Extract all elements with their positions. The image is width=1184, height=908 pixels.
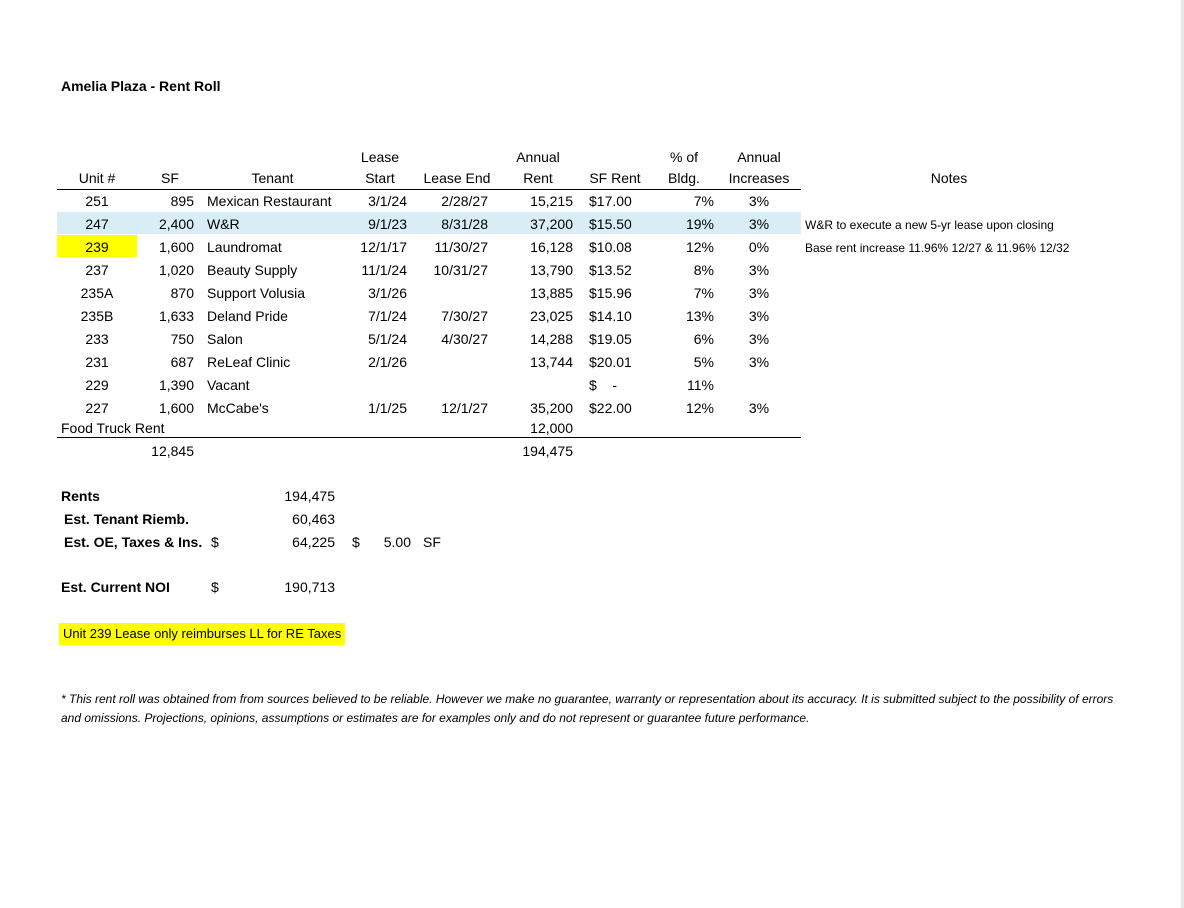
page-title: Amelia Plaza - Rent Roll: [61, 78, 221, 94]
cell-pct-bldg: 8%: [693, 262, 714, 278]
cell-sf-rent: $14.10: [589, 308, 632, 324]
cell-sf-rent: $13.52: [589, 262, 632, 278]
cell-increase: 3%: [748, 216, 770, 232]
header-pct-top: % of: [669, 149, 698, 165]
cell-sf: 687: [170, 354, 194, 370]
cell-tenant: Mexican Restaurant: [207, 193, 332, 209]
cell-tenant: Laundromat: [207, 239, 282, 255]
cell-lease-start: 12/1/17: [360, 239, 407, 255]
cell-pct-bldg: 11%: [687, 377, 714, 393]
cell-annual-rent: 16,128: [530, 239, 573, 255]
header-increases-top: Annual: [737, 149, 781, 165]
cell-tenant: Salon: [207, 331, 243, 347]
oe-dollar: $: [211, 534, 219, 550]
cell-lease-end: 2/28/27: [441, 193, 488, 209]
cell-annual-rent: 13,885: [530, 285, 573, 301]
cell-annual-rent: 23,025: [530, 308, 573, 324]
cell-annual-rent: 13,790: [530, 262, 573, 278]
cell-unit: 229: [85, 377, 109, 393]
header-lease-start-top: Lease: [360, 149, 400, 165]
food-truck-label: Food Truck Rent: [61, 420, 165, 436]
cell-pct-bldg: 6%: [693, 331, 714, 347]
cell-lease-end: 12/1/27: [441, 400, 488, 416]
lease-callout: Unit 239 Lease only reimburses LL for RE Taxes: [59, 623, 345, 645]
cell-annual-rent: 15,215: [530, 193, 573, 209]
cell-unit: 239: [85, 239, 109, 255]
cell-sf-rent: $10.08: [589, 239, 632, 255]
cell-increase: 0%: [748, 239, 770, 255]
cell-sf: 895: [170, 193, 194, 209]
cell-tenant: Support Volusia: [207, 285, 306, 301]
cell-sf: 1,020: [158, 262, 194, 278]
cell-increase: 3%: [748, 331, 770, 347]
cell-lease-start: 2/1/26: [368, 354, 407, 370]
reimb-value: 60,463: [292, 511, 335, 527]
noi-value: 190,713: [284, 579, 335, 595]
oe-unit: SF: [423, 534, 441, 550]
cell-unit: 237: [85, 262, 109, 278]
cell-tenant: Deland Pride: [207, 308, 288, 324]
cell-unit: 247: [85, 216, 109, 232]
cell-unit: 251: [85, 193, 109, 209]
cell-lease-start: 1/1/25: [368, 400, 407, 416]
rents-value: 194,475: [284, 488, 335, 504]
cell-increase: 3%: [748, 285, 770, 301]
cell-pct-bldg: 7%: [693, 193, 714, 209]
cell-note: W&R to execute a new 5-yr lease upon closing: [805, 218, 1054, 232]
cell-annual-rent: 14,288: [530, 331, 573, 347]
cell-tenant: McCabe's: [207, 400, 269, 416]
cell-unit: 235A: [80, 285, 114, 301]
total-rent: 194,475: [522, 443, 573, 459]
header-annual-rent-top: Annual: [516, 149, 560, 165]
rents-label: Rents: [61, 488, 100, 504]
cell-sf-rent: $22.00: [589, 400, 632, 416]
cell-lease-end: 8/31/28: [441, 216, 488, 232]
cell-annual-rent: 35,200: [530, 400, 573, 416]
noi-dollar: $: [211, 579, 219, 595]
cell-increase: 3%: [748, 308, 770, 324]
header-pct-bottom: Bldg.: [668, 170, 700, 186]
cell-note: Base rent increase 11.96% 12/27 & 11.96% 12/32: [805, 241, 1070, 255]
cell-pct-bldg: 19%: [685, 216, 714, 232]
reimb-label: Est. Tenant Riemb.: [64, 511, 189, 527]
cell-unit: 231: [85, 354, 109, 370]
cell-tenant: Vacant: [207, 377, 250, 393]
oe-label: Est. OE, Taxes & Ins.: [64, 534, 203, 550]
cell-increase: 3%: [748, 262, 770, 278]
cell-unit: 235B: [80, 308, 114, 324]
cell-lease-start: 5/1/24: [368, 331, 407, 347]
food-truck-rent: 12,000: [530, 420, 573, 436]
cell-sf: 2,400: [158, 216, 194, 232]
cell-sf-rent: $15.50: [589, 216, 632, 232]
cell-pct-bldg: 5%: [693, 354, 714, 370]
cell-unit: 227: [85, 400, 109, 416]
header-rule: [57, 189, 801, 190]
cell-pct-bldg: 13%: [685, 308, 714, 324]
cell-lease-start: 9/1/23: [368, 216, 407, 232]
cell-tenant: Beauty Supply: [207, 262, 298, 278]
oe-psf-dollar: $: [352, 534, 360, 550]
oe-psf: 5.00: [383, 534, 411, 550]
cell-lease-end: 11/30/27: [434, 239, 488, 255]
cell-sf: 1,600: [158, 400, 194, 416]
cell-annual-rent: 13,744: [530, 354, 573, 370]
cell-sf-rent: $ -: [589, 377, 618, 393]
cell-sf-rent: $17.00: [589, 193, 632, 209]
cell-lease-end: 10/31/27: [433, 262, 488, 278]
header-annual-rent-bottom: Rent: [523, 170, 553, 186]
cell-lease-end: 7/30/27: [441, 308, 488, 324]
total-sf: 12,845: [151, 443, 194, 459]
header-sf-rent: SF Rent: [589, 170, 641, 186]
cell-sf: 870: [170, 285, 194, 301]
cell-lease-start: 7/1/24: [368, 308, 407, 324]
header-unit: Unit #: [78, 170, 116, 186]
noi-label: Est. Current NOI: [61, 579, 170, 595]
cell-sf-rent: $20.01: [589, 354, 632, 370]
cell-annual-rent: 37,200: [530, 216, 573, 232]
cell-tenant: W&R: [207, 216, 240, 232]
header-lease-end: Lease End: [423, 170, 491, 186]
header-lease-start-bottom: Start: [365, 170, 395, 186]
cell-sf-rent: $19.05: [589, 331, 632, 347]
cell-lease-start: 11/1/24: [361, 262, 407, 278]
cell-sf: 750: [170, 331, 194, 347]
cell-lease-start: 3/1/26: [368, 285, 407, 301]
header-tenant: Tenant: [251, 170, 294, 186]
cell-pct-bldg: 7%: [693, 285, 714, 301]
cell-sf: 1,600: [158, 239, 194, 255]
oe-value: 64,225: [292, 534, 335, 550]
total-rule: [57, 437, 801, 438]
cell-sf-rent: $15.96: [589, 285, 632, 301]
disclaimer: * This rent roll was obtained from from sources believed to be reliable. However we make no guarantee, warranty or representation about its accuracy. It is submitted subject to the possibility of errors and omissions. Projections, opinions, assumptions or estimates are for examples only and do not represent or guarantee future performance.: [61, 692, 1114, 725]
cell-unit: 233: [85, 331, 109, 347]
cell-tenant: ReLeaf Clinic: [207, 354, 291, 370]
cell-lease-end: 4/30/27: [441, 331, 488, 347]
header-notes: Notes: [930, 170, 968, 186]
cell-sf: 1,633: [158, 308, 194, 324]
cell-lease-start: 3/1/24: [368, 193, 407, 209]
cell-sf: 1,390: [158, 377, 194, 393]
cell-increase: 3%: [748, 354, 770, 370]
cell-increase: 3%: [748, 400, 770, 416]
header-sf: SF: [161, 170, 179, 186]
header-increases-bottom: Increases: [728, 170, 790, 186]
cell-pct-bldg: 12%: [685, 400, 714, 416]
cell-increase: 3%: [748, 193, 770, 209]
cell-pct-bldg: 12%: [685, 239, 714, 255]
